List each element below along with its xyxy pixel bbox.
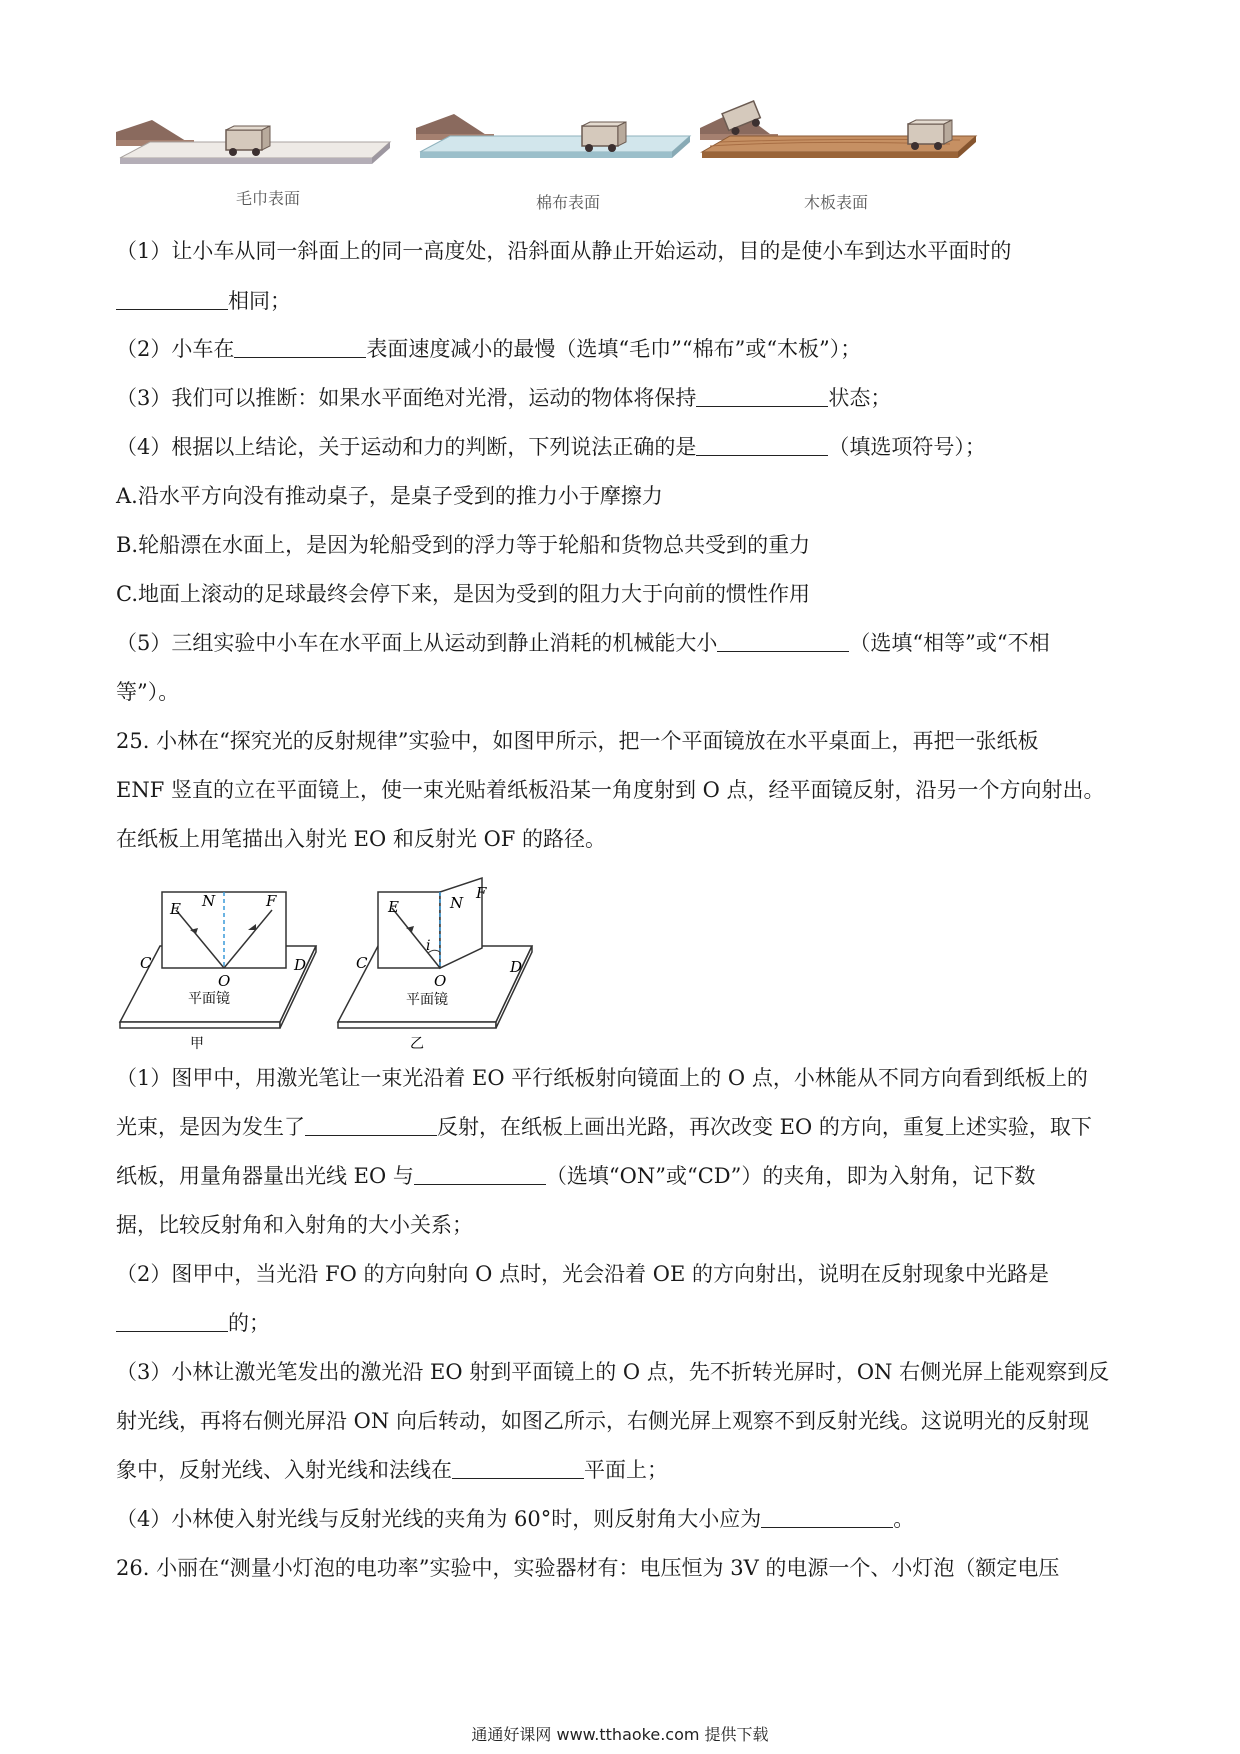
answer-blank[interactable] bbox=[116, 287, 228, 310]
q25-part1-line1: （1）图甲中，用激光笔让一束光沿着 EO 平行纸板射向镜面上的 O 点，小林能从不同方向看到纸板上的 bbox=[116, 1066, 1088, 1090]
figure-jia bbox=[120, 892, 316, 1052]
label-e: E bbox=[388, 898, 399, 916]
q25-intro-line3: 在纸板上用笔描出入射光 EO 和反射光 OF 的路径。 bbox=[116, 827, 607, 851]
label-c: C bbox=[356, 954, 368, 972]
q25-part2-line1: （2）图甲中，当光沿 FO 的方向射向 O 点时，光会沿着 OE 的方向射出，说明在反射现象中光路是 bbox=[116, 1262, 1049, 1286]
q25-intro-line2: ENF 竖直的立在平面镜上，使一束光贴着纸板沿某一角度射到 O 点，经平面镜反射，沿另一个方向射出。 bbox=[116, 778, 1105, 802]
figure-label-jia: 甲 bbox=[190, 1036, 204, 1052]
q26-intro-line1: 26. 小丽在“测量小灯泡的电功率”实验中，实验器材有：电压恒为 3V 的电源一个、小灯泡（额定电压 bbox=[116, 1556, 1060, 1580]
q25-part1-line3: 纸板，用量角器量出光线 EO 与 （选填“ON”或“CD”）的夹角，即为入射角，记下数 bbox=[116, 1164, 1036, 1188]
answer-blank[interactable] bbox=[116, 1309, 228, 1332]
answer-blank[interactable] bbox=[452, 1456, 584, 1479]
label-f: F bbox=[476, 884, 487, 902]
q25-part3-line2: 射光线，再将右侧光屏沿 ON 向后转动，如图乙所示，右侧光屏上观察不到反射光线。这说明光的反射现 bbox=[116, 1409, 1089, 1433]
wood-surface-figure bbox=[700, 101, 976, 158]
footer-watermark: 通通好课网 www.tthaoke.com 提供下载 bbox=[471, 1725, 769, 1744]
wood-caption: 木板表面 bbox=[804, 193, 869, 212]
q25-part3-line3: 象中，反射光线、入射光线和法线在 平面上； bbox=[116, 1458, 668, 1482]
q25-intro-line1: 25. 小林在“探究光的反射规律”实验中，如图甲所示，把一个平面镜放在水平桌面上，再把一张纸板 bbox=[116, 729, 1039, 753]
label-f: F bbox=[266, 892, 277, 910]
label-d: D bbox=[294, 956, 307, 974]
reflection-figures bbox=[110, 868, 550, 1052]
answer-blank[interactable] bbox=[305, 1113, 437, 1136]
answer-blank[interactable] bbox=[414, 1162, 546, 1185]
q24-option-a: A.沿水平方向没有推动桌子，是桌子受到的推力小于摩擦力 bbox=[116, 484, 663, 508]
label-n: N bbox=[450, 894, 464, 912]
q24-part2: （2）小车在 表面速度减小的最慢（选填“毛巾”“棉布”或“木板”）； bbox=[116, 337, 862, 361]
label-n: N bbox=[202, 892, 216, 910]
q25-part1-line2: 光束，是因为发生了 反射，在纸板上画出光路，再次改变 EO 的方向，重复上述实验，取下 bbox=[116, 1115, 1092, 1139]
answer-blank[interactable] bbox=[234, 335, 366, 358]
q24-part1-line2: 相同； bbox=[116, 286, 291, 316]
q25-part3-line1: （3）小林让激光笔发出的激光沿 EO 射到平面镜上的 O 点，先不折转光屏时，ON 右侧光屏上能观察到反 bbox=[116, 1360, 1110, 1384]
towel-caption: 毛巾表面 bbox=[236, 189, 301, 208]
q24-part4: （4）根据以上结论，关于运动和力的判断，下列说法正确的是 （填选项符号）； bbox=[116, 435, 986, 459]
label-o: O bbox=[434, 972, 447, 990]
towel-surface-figure bbox=[116, 120, 390, 164]
q25-part4: （4）小林使入射光线与反射光线的夹角为 60°时，则反射角大小应为 。 bbox=[116, 1507, 915, 1531]
q24-part5-line1: （5）三组实验中小车在水平面上从运动到静止消耗的机械能大小 （选填“相等”或“不相 bbox=[116, 631, 1050, 655]
q24-part5-line2: 等”）。 bbox=[116, 680, 180, 704]
q24-option-b: B.轮船漂在水面上，是因为轮船受到的浮力等于轮船和货物总共受到的重力 bbox=[116, 533, 811, 557]
cotton-surface-figure bbox=[416, 114, 690, 158]
mirror-label: 平面镜 bbox=[406, 992, 448, 1008]
q25-part1-line4: 据，比较反射角和入射角的大小关系； bbox=[116, 1213, 473, 1237]
q24-option-c: C.地面上滚动的足球最终会停下来，是因为受到的阻力大于向前的惯性作用 bbox=[116, 582, 810, 606]
answer-blank[interactable] bbox=[696, 433, 828, 456]
answer-blank[interactable] bbox=[761, 1505, 893, 1528]
label-d: D bbox=[510, 958, 523, 976]
q24-part1-line1: （1）让小车从同一斜面上的同一高度处，沿斜面从静止开始运动，目的是使小车到达水平面时的 bbox=[116, 239, 1012, 263]
label-o: O bbox=[218, 972, 231, 990]
mirror-label: 平面镜 bbox=[188, 991, 230, 1007]
answer-blank[interactable] bbox=[696, 384, 828, 407]
label-c: C bbox=[140, 954, 152, 972]
q24-part3: （3）我们可以推断：如果水平面绝对光滑，运动的物体将保持 状态； bbox=[116, 386, 892, 410]
label-e: E bbox=[170, 900, 181, 918]
figure-yi bbox=[338, 878, 532, 1052]
label-i: i bbox=[426, 938, 431, 954]
figure-label-yi: 乙 bbox=[410, 1036, 424, 1052]
cotton-caption: 棉布表面 bbox=[536, 193, 601, 212]
q25-part2-line2: 的； bbox=[116, 1308, 270, 1338]
answer-blank[interactable] bbox=[717, 629, 849, 652]
